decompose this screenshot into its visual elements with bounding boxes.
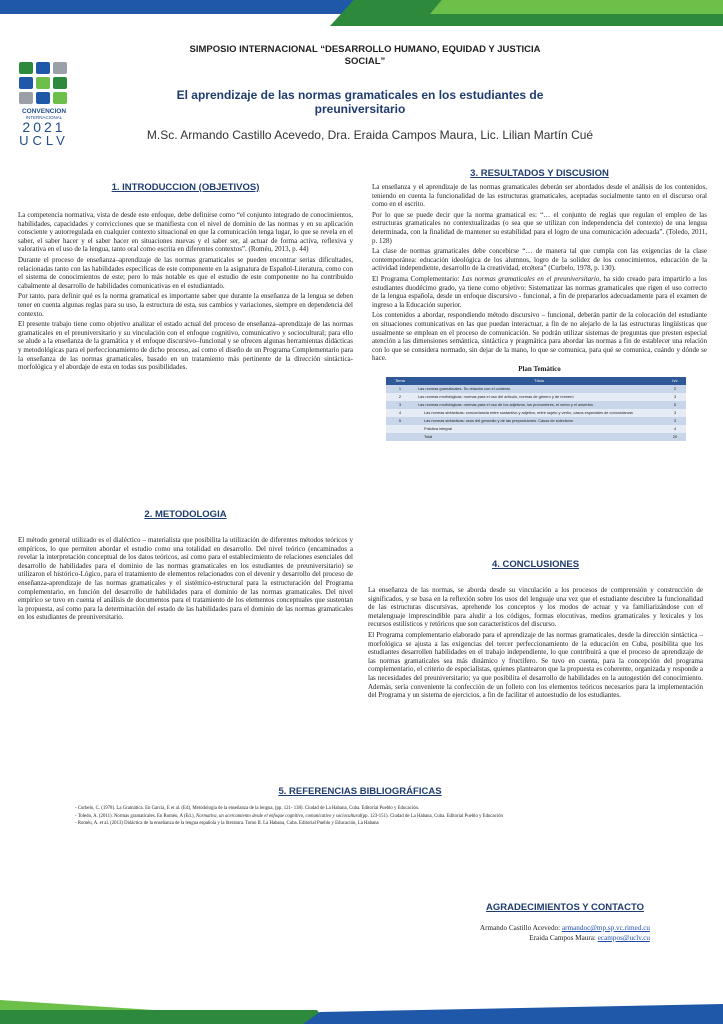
table-cell: 3: [664, 417, 686, 425]
logo-text-convencion: CONVENCION: [21, 108, 67, 115]
reference-item: - Roméu, A. et al. (2013) Didáctica de la enseñanza de la lengua española y la literatura. Tomo II. La Habana, Cuba. Editorial Pueblo y Educación, La Habana: [75, 821, 379, 826]
logo-org: UCLV: [19, 133, 69, 148]
introduccion-paragraph: La competencia normativa, vista de desde este enfoque, debe definirse como “el conjunto integrado de conocimientos, habilidades, capacidades y convicciones que se manifiesta con el nivel de dominio de las normas y en su aplicación consciente y autorregulada en cualquier contexto situacional en que la comunicación tenga lugar, lo que se revela en el saber, el saber hacer y el saber hacer en situaciones nuevas y el saber ser, al actuar de forma activa, reflexiva y valorativa en el uso de la lengua, tanto oral como escrita en diferentes contextos”. (Roméu, 2013, p. 44): [18, 211, 353, 254]
reference-item: - Curbelo, C. (1978). La Gramática. En García, E et al. (Ed), Metodología de la enseñanza de la lengua, (pp. 121- 138). Ciudad de La Habana, Cuba. Editorial Pueblo y Educación.: [75, 806, 420, 811]
plan-tematico-table: [386, 377, 686, 441]
introduccion-section: [18, 182, 353, 374]
introduccion-paragraph: Por tanto, para definir qué es la norma gramatical es importante saber que durante la enseñanza de la lengua se deben tener en cuenta algunas reglas para su uso, la estructura de esta, sus cambios y variaciones, siempre en dependencia del contexto.: [18, 292, 353, 318]
contacto-section: [400, 902, 700, 943]
table-header-row: [386, 377, 686, 385]
table-cell: 1: [386, 385, 414, 393]
referencias-section: [75, 786, 645, 828]
table-cell: [386, 425, 414, 433]
resultados-paragraph-programa: [372, 275, 707, 309]
table-cell: 3: [386, 401, 414, 409]
table-row: [386, 393, 686, 401]
logo-squares: [19, 62, 74, 104]
resultados-paragraph: La clase de normas gramaticales debe concebirse “… de manera tal que cumpla con las exigencias de la clase contemporánea: educación ideológica de los alumnos, logro de la solidez de los conocimientos, educación de la actividad independiente, desarrollo de la creatividad, etcétera” (Curbelo, 1978, p. 130).: [372, 247, 707, 273]
table-row: [386, 417, 686, 425]
table-cell: Las normas morfológicas: normas para el uso del artículo, normas de género y de número: [414, 393, 664, 401]
table-header-cell: h/c: [664, 377, 686, 385]
metodologia-section: [18, 509, 353, 624]
metodologia-heading: 2. METODOLOGIA: [144, 509, 227, 520]
contact-line: [400, 933, 700, 943]
table-cell: 3: [664, 409, 686, 417]
table-cell: Las normas sintácticas: concordancia entre sustantivo y adjetivo, entre sujeto y verbo, casos especiales de concordancia: [414, 409, 664, 417]
introduccion-paragraph: El presente trabajo tiene como objetivo analizar el estado actual del proceso de enseñanza–aprendizaje de las normas gramaticales en el preuniversitario y su vinculación con el enfoque cognitivo, comunicativo y sociocultural; para ello se alude a la enseñanza de la gramática y el enfoque discursivo–funcional y se ofrecen algunas herramientas didácticas y metodológicas para el perfeccionamiento de dicho proceso, así como el diseño de un Programa Complementario para la enseñanza de las normas gramaticales, basado en un tratamiento más pertinente de la dirección sintáctica-morfológica y el abordaje de esta en todas sus posibilidades.: [18, 320, 353, 372]
reference-item: [75, 813, 645, 821]
conclusiones-paragraph: El Programa complementario elaborado para el aprendizaje de las normas gramaticales, desde la dirección sintáctica – morfológica se ajusta a las exigencias del tercer perfeccionamiento de la educación en Cuba, posibilita que los estudiantes desarrollen habilidades en el trabajo independiente, lo que contribuirá a que el proceso de aprendizaje de las normas gramaticales sea más dinámico y fructífero. Se tuvo en cuenta, para la concepción del programa complementario, el criterio de especialistas, quienes plantearon que la propuesta es coherente, organizada y responde a las necesidades del preuniversitario; ya que posibilita el desarrollo de habilidades en la autogestión del conocimiento. Además, sería conveniente la confección de un folleto con los elementos teóricos necesarios para la implementación del Programa y un sistema de ejercicios, a fin de facilitar el autoestudio de los estudiantes.: [368, 630, 703, 700]
logo-year: 2021: [22, 119, 66, 135]
table-row: [386, 385, 686, 393]
table-cell: 2: [664, 385, 686, 393]
poster-authors: M.Sc. Armando Castillo Acevedo, Dra. Eraida Campos Maura, Lic. Lilian Martín Cué: [146, 128, 594, 142]
conclusiones-section: [368, 559, 703, 702]
contact-line: [400, 923, 700, 933]
introduccion-heading: 1. INTRODUCCION (OBJETIVOS): [111, 182, 260, 193]
table-cell: 20: [664, 433, 686, 441]
table-header-cell: Título: [414, 377, 664, 385]
resultados-heading: 3. RESULTADOS Y DISCUSION: [470, 168, 609, 179]
contact-email-link[interactable]: armandoc@mp.sp.vc.rimed.cu: [561, 924, 650, 932]
table-row: [386, 401, 686, 409]
text-run: El Programa Complementario:: [372, 274, 463, 283]
text-run-italic: Normativa, un acercamiento desde el enfoque cognitivo, comunicativo y sociocultural: [196, 813, 362, 819]
table-cell: [386, 433, 414, 441]
logo-text-internacional: INTERNACIONAL: [25, 115, 63, 120]
table-cell: 4: [386, 409, 414, 417]
resultados-paragraph: Los contenidos a abordar, respondiendo método discursivo – funcional, deberán partir de la colocación del estudiante en situaciones comunicativas en las que puedan interactuar, a fin de no alejarlo de la las estructuras lingüísticas que usualmente se emplean en el proceso de comunicación. Se podrán utilizar sistemas de preguntas que presten especial atención a las dimensiones semántica, sintáctica y pragmática para abordar las normas a fin de establecer una relación con lo que se considera normado, sin dejar de la mano, lo que se comunica, para qué se comunica, cuándo y dónde se hace.: [372, 311, 707, 363]
table-cell: Las normas sintácticas: usos del gerundio y de las preposiciones. Casos de solecismo: [414, 417, 664, 425]
conclusiones-heading: 4. CONCLUSIONES: [491, 559, 580, 570]
metodologia-paragraph: El método general utilizado es el dialéctico – materialista que posibilita la utilización de diferentes métodos teóricos y empíricos, lo que permiten abordar el estudio como una totalidad en desarrollo. Del nivel teórico (encaminados a revelar la interpretación conceptual de los datos teóricos, así como para el establecimiento de relaciones esenciales del desarrollo de habilidades para el dominio de las normas gramaticales en los estudiantes de preuniversitario) se utilizaron el histórico-Lógico, para el tratamiento de elementos relacionados con el devenir y desarrollo del proceso de enseñanza-aprendizaje de las normas gramaticales y el sistémico-estructural para la estructuración del Programa complementario, en función del desarrollo de habilidades para el dominio de las normas gramaticales. Del nivel empírico se tuvo en cuenta el análisis de documentos para el tratamiento de los elementos conceptuales que sustentan la propuesta, así como para la determinación del estado de las habilidades para el dominio de las normas gramaticales en los estudiantes de preuniversitario.: [18, 536, 353, 622]
referencias-heading: 5. REFERENCIAS BIBLIOGRÁFICAS: [278, 786, 442, 797]
contact-name: Eraida Campos Maura:: [529, 934, 598, 942]
plan-tematico-title: Plan Temático: [518, 364, 561, 373]
table-cell: 5: [386, 417, 414, 425]
resultados-section: [372, 168, 707, 441]
table-cell: 4: [664, 425, 686, 433]
conclusiones-paragraph: La enseñanza de las normas, se aborda desde su vinculación a los procesos de comprensión y construcción de significados, y se basa en la reflexión sobre los usos del lenguaje una vez que el estudiante descubre la funcionalidad de las estructuras discursivas, aprehende los conceptos y los modos de actuar y va familiarizándose con el metalenguaje imprescindible para aludir a los códigos, formas elocutivas, medios gramaticales y lexicales y los recursos estilísticos y retóricos que son característicos del discurso.: [368, 586, 703, 629]
table-cell: Las normas gramaticales. Su relación con el contexto: [414, 385, 664, 393]
bottom-decorative-bar: [0, 992, 723, 1024]
resultados-paragraph: La enseñanza y el aprendizaje de las normas gramaticales deberán ser abordados desde el análisis de los contenidos, teniendo en cuenta la funcionalidad de las estructuras gramaticales, aceptadas socialmente tanto en el discurso oral como en el escrito.: [372, 183, 707, 209]
table-header-cell: Tema: [386, 377, 414, 385]
top-decorative-bar: [0, 0, 723, 30]
contact-email-link[interactable]: ecampos@uclv.cu: [597, 934, 650, 942]
table-row: [386, 433, 686, 441]
table-cell: 3: [664, 393, 686, 401]
text-run: (pp. 123-151). Ciudad de La Habana, Cuba. Editorial Pueblo y Educación: [361, 813, 503, 819]
poster-title: El aprendizaje de las normas gramaticales en los estudiantes de preuniversitario: [176, 88, 544, 116]
text-run: - Toledo, A. (2011). Normas gramaticales. En Roméu, A (Ed.),: [75, 813, 197, 819]
table-cell: Las normas morfológicas: normas para el uso de los adjetivos, los pronombres, el verbo y el adverbio: [414, 401, 664, 409]
table-row: [386, 409, 686, 417]
convention-logo: [14, 62, 74, 162]
text-run: , ha sido creado para impartirlo a los estudiantes duodécimo grado, ya tiene como objetivo: Sistematizar las normas gramaticales que rigen el uso correcto de la lengua española, desde un enfoque discursivo - funcional, a fin de prepararlos adecuadamente para el examen de ingreso a la Educación superior.: [372, 274, 707, 309]
symposium-title: SIMPOSIO INTERNACIONAL “DESARROLLO HUMANO, EQUIDAD Y JUSTICIA SOCIAL”: [189, 44, 541, 67]
text-run-italic: Las normas gramaticales en el preuniversitario: [462, 274, 600, 283]
resultados-paragraph: Por lo que se puede decir que la norma gramatical es: “… el conjunto de reglas que regulan el empleo de las estructuras gramaticales no contextualizadas (o sea que se utilizan con independencia del contexto) de una lengua determinada, con la finalidad de mantener su estabilidad para el logro de una comunicación adecuada”. (Toledo, 2011, p. 128): [372, 210, 707, 245]
table-cell: 2: [386, 393, 414, 401]
introduccion-paragraph: Durante el proceso de enseñanza–aprendizaje de las normas gramaticales se pueden encontrar serias dificultades, relacionadas tanto con las habilidades específicas de este componente en la asignatura de Español-Literatura, como con el sistema de conocimientos de este; pero lo más notable es que el estudio de este componente no ha contribuido cabalmente al desarrollo de habilidades comunicativas en el estudiantado.: [18, 255, 353, 290]
contacto-heading: AGRADECIMIENTOS Y CONTACTO: [486, 902, 644, 913]
table-cell: Práctica integral: [414, 425, 664, 433]
contact-name: Armando Castillo Acevedo:: [479, 924, 562, 932]
table-cell: 5: [664, 401, 686, 409]
table-cell: Total: [414, 433, 664, 441]
table-row: [386, 425, 686, 433]
